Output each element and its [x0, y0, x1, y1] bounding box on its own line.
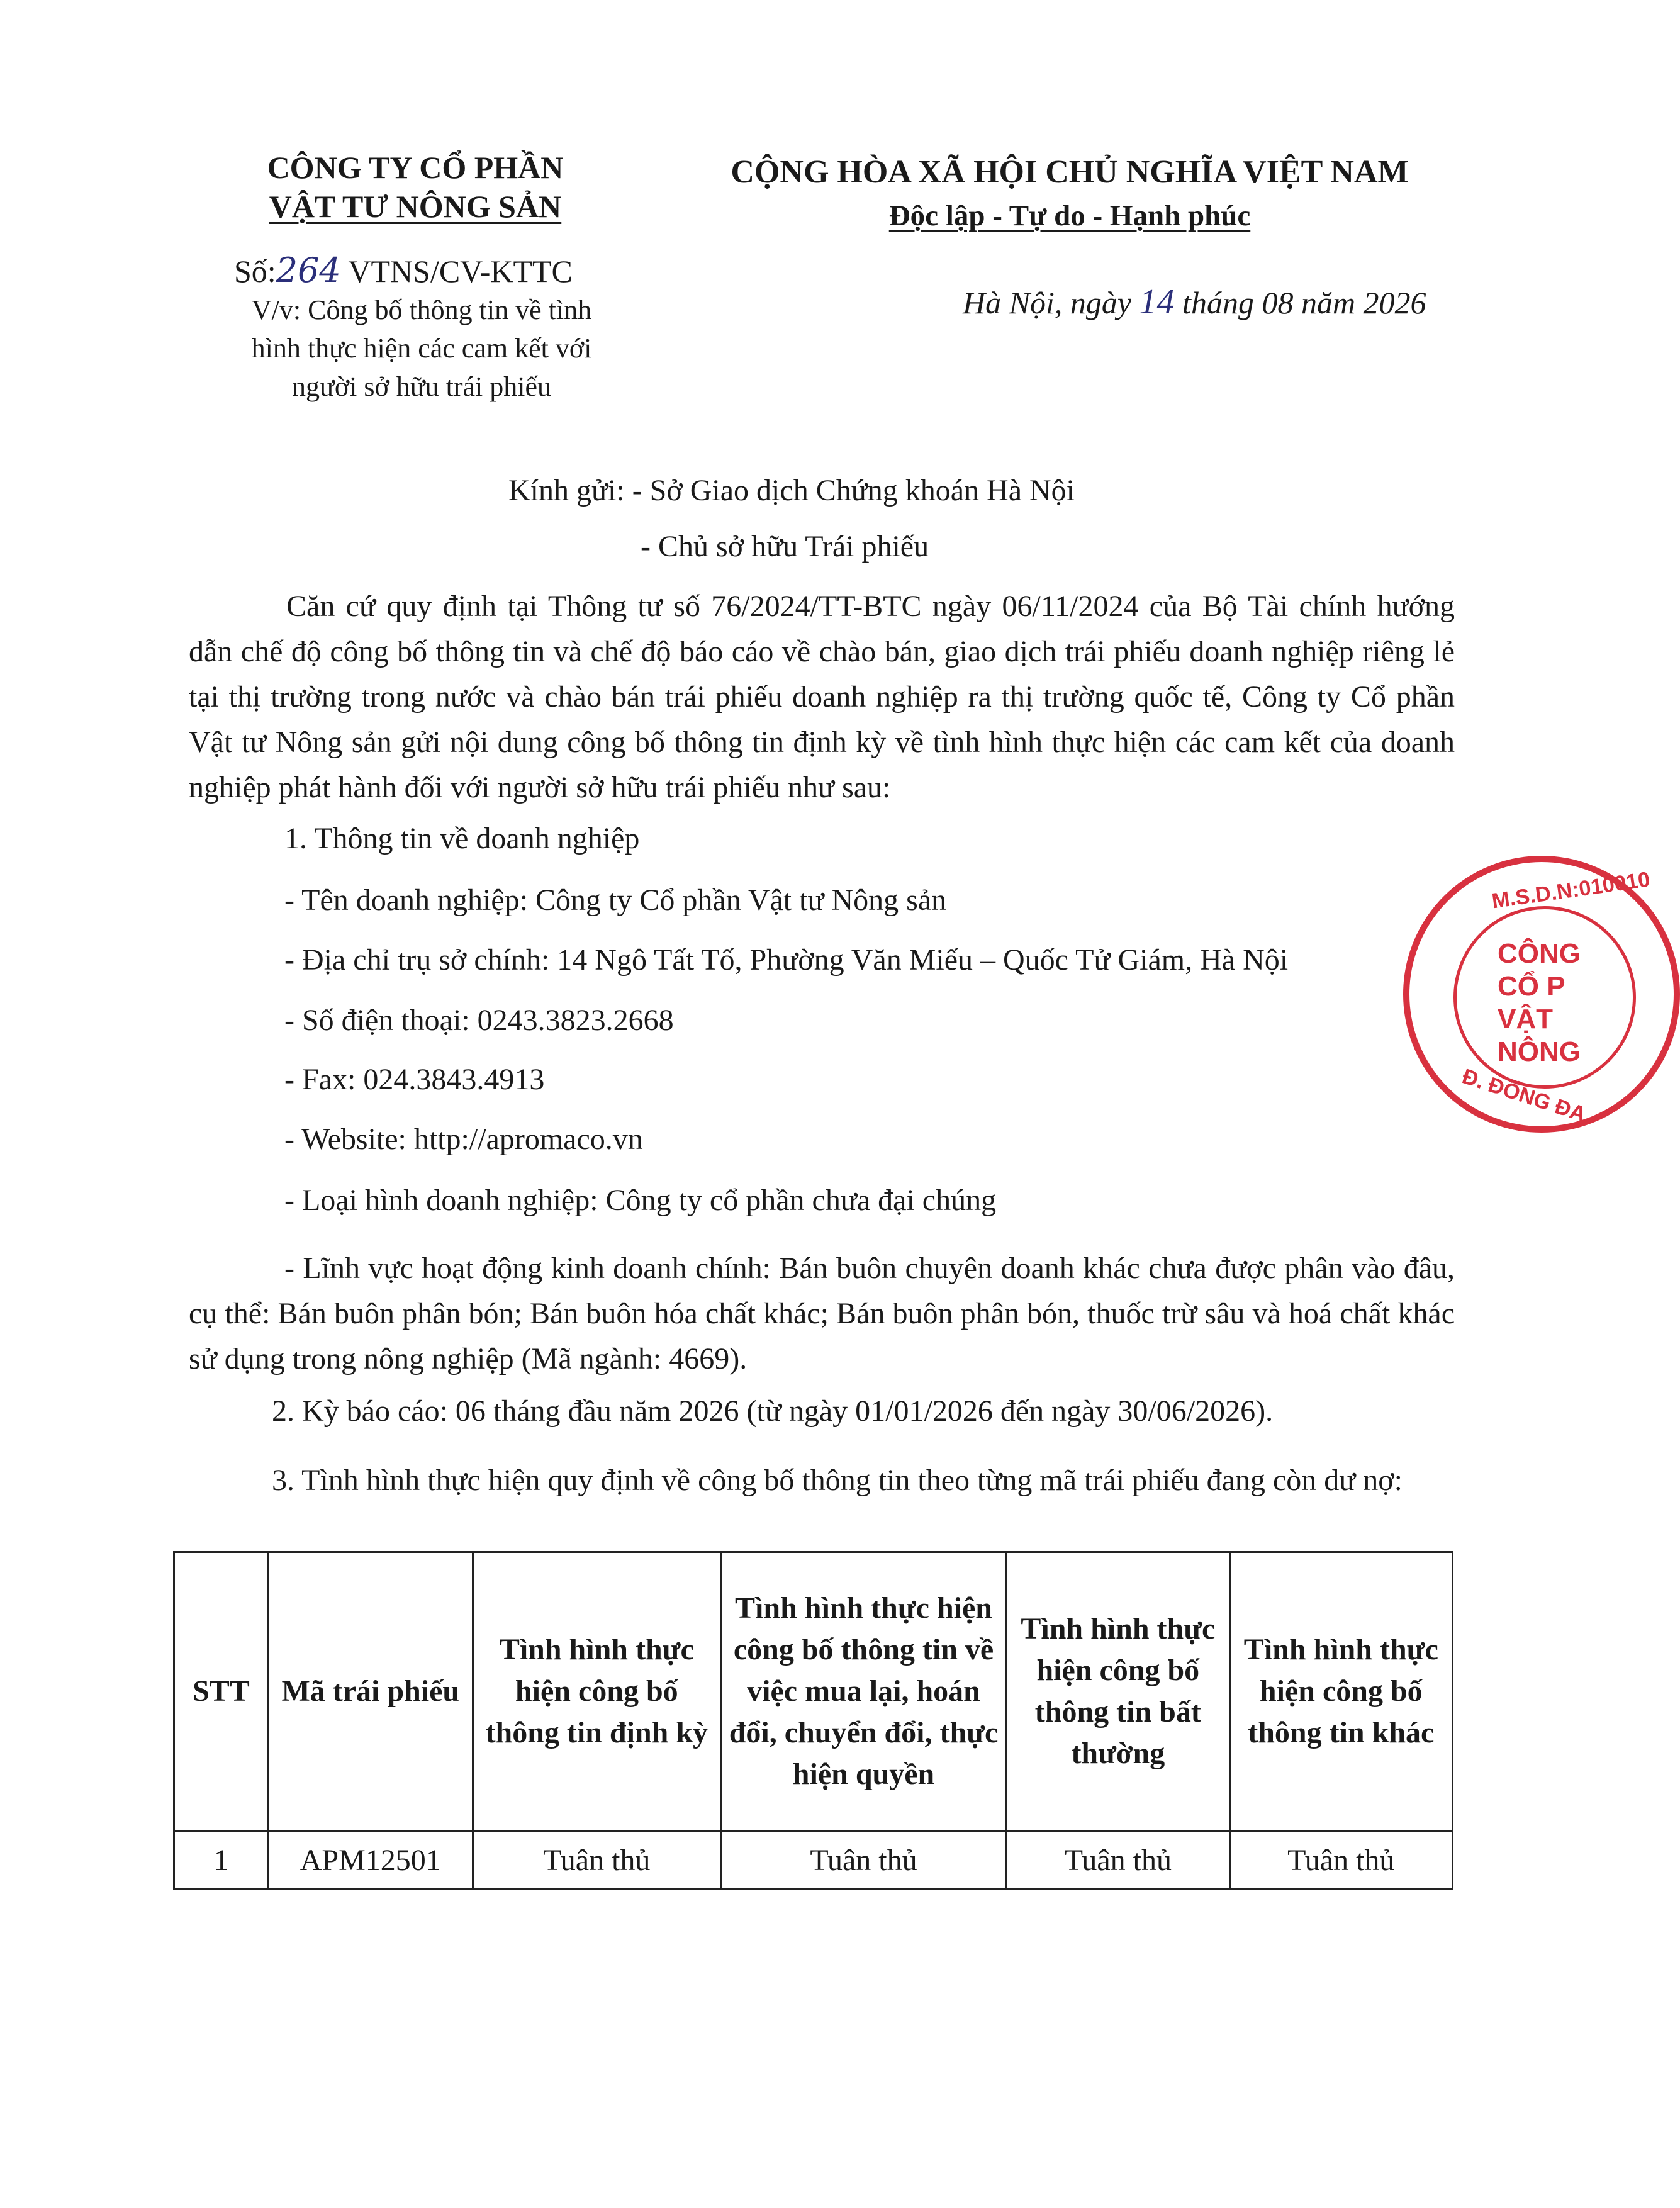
table-cell: Tuân thủ	[720, 1831, 1006, 1890]
company-type-item: - Loại hình doanh nghiệp: Công ty cổ phần chưa đại chúng	[284, 1184, 997, 1217]
company-name-item: - Tên doanh nghiệp: Công ty Cổ phần Vật tư Nông sản	[284, 883, 947, 917]
document-number: Số:264 VTNS/CV-KTTC	[234, 250, 573, 290]
company-name-line1: CÔNG TY CỔ PHẦN	[267, 150, 564, 185]
header-other-disclosure: Tình hình thực hiện công bố thông tin khác	[1229, 1552, 1452, 1831]
table-header-row	[174, 1552, 1453, 1831]
seal-center-text: CÔNG CỔ P VẬT NÔNG	[1498, 938, 1581, 1067]
business-item: - Lĩnh vực hoạt động kinh doanh chính: Bán buôn chuyên doanh khác chưa được phân vào đâu, cụ thể: Bán buôn phân bón; Bán buôn hóa chất khác; Bán buôn phân bón, thuốc trừ sâu và hoá chất khác sử dụng trong nông nghiệp (Mã ngành: 4669).	[189, 1252, 1455, 1376]
recipient-line1: Kính gửi: - Sở Giao dịch Chứng khoán Hà Nội	[508, 474, 1075, 507]
header-stt: STT	[174, 1552, 269, 1831]
table-cell: APM12501	[268, 1831, 473, 1890]
bond-disclosure-table	[173, 1551, 1453, 1890]
fax-item: - Fax: 024.3843.4913	[284, 1063, 545, 1096]
website-item: - Website: http://apromaco.vn	[284, 1123, 643, 1156]
section-1-heading: 1. Thông tin về doanh nghiệp	[284, 822, 640, 855]
header-periodic-disclosure: Tình hình thực hiện công bố thông tin định kỳ	[473, 1552, 720, 1831]
company-seal	[1403, 856, 1680, 1133]
company-name-line2: VẬT TƯ NÔNG SẢN	[269, 189, 562, 224]
document-date: Hà Nội, ngày 14 tháng 08 năm 2026	[963, 283, 1426, 322]
section-2-period: 2. Kỳ báo cáo: 06 tháng đầu năm 2026 (từ ngày 01/01/2026 đến ngày 30/06/2026).	[272, 1394, 1274, 1428]
national-title: CỘNG HÒA XÃ HỘI CHỦ NGHĨA VIỆT NAM	[731, 154, 1409, 190]
table-cell: Tuân thủ	[473, 1831, 720, 1890]
address-item: - Địa chỉ trụ sở chính: 14 Ngô Tất Tố, Phường Văn Miếu – Quốc Tử Giám, Hà Nội	[284, 943, 1289, 977]
table-cell: Tuân thủ	[1007, 1831, 1229, 1890]
table-cell: 1	[174, 1831, 269, 1890]
header-bond-code: Mã trái phiếu	[268, 1552, 473, 1831]
table-cell: Tuân thủ	[1229, 1831, 1452, 1890]
header-extraordinary-disclosure: Tình hình thực hiện công bố thông tin bất thường	[1007, 1552, 1229, 1831]
phone-item: - Số điện thoại: 0243.3823.2668	[284, 1004, 674, 1037]
national-motto: Độc lập - Tự do - Hạnh phúc	[888, 199, 1251, 232]
handwritten-number: 264	[276, 250, 341, 290]
company-name	[182, 148, 648, 226]
seal-bottom-text: Đ. ĐỐNG ĐA	[1459, 1064, 1589, 1127]
document-subject: V/v: Công bố thông tin về tình hình thực hiện các cam kết với người sở hữu trái phiếu	[251, 294, 592, 402]
recipient-line2: - Chủ sở hữu Trái phiếu	[641, 530, 929, 563]
section-3-heading: 3. Tình hình thực hiện quy định về công bố thông tin theo từng mã trái phiếu đang còn dư nợ:	[272, 1464, 1403, 1497]
handwritten-day: 14	[1139, 283, 1175, 322]
header-buyback-disclosure: Tình hình thực hiện công bố thông tin về việc mua lại, hoán đổi, chuyển đổi, thực hiện quyền	[720, 1552, 1006, 1831]
seal-ring-text: M.S.D.N:010010	[1490, 867, 1652, 914]
intro-paragraph: Căn cứ quy định tại Thông tư số 76/2024/TT-BTC ngày 06/11/2024 của Bộ Tài chính hướng dẫn chế độ công bố thông tin và chế độ báo cáo về chào bán, giao dịch trái phiếu doanh nghiệp riêng lẻ tại thị trường trong nước và chào bán trái phiếu doanh nghiệp ra thị trường quốc tế, Công ty Cổ phần Vật tư Nông sản gửi nội dung công bố thông tin định kỳ về tình hình thực hiện các cam kết của doanh nghiệp phát hành đối với người sở hữu trái phiếu như sau:	[189, 590, 1455, 804]
table-row	[174, 1831, 1453, 1890]
